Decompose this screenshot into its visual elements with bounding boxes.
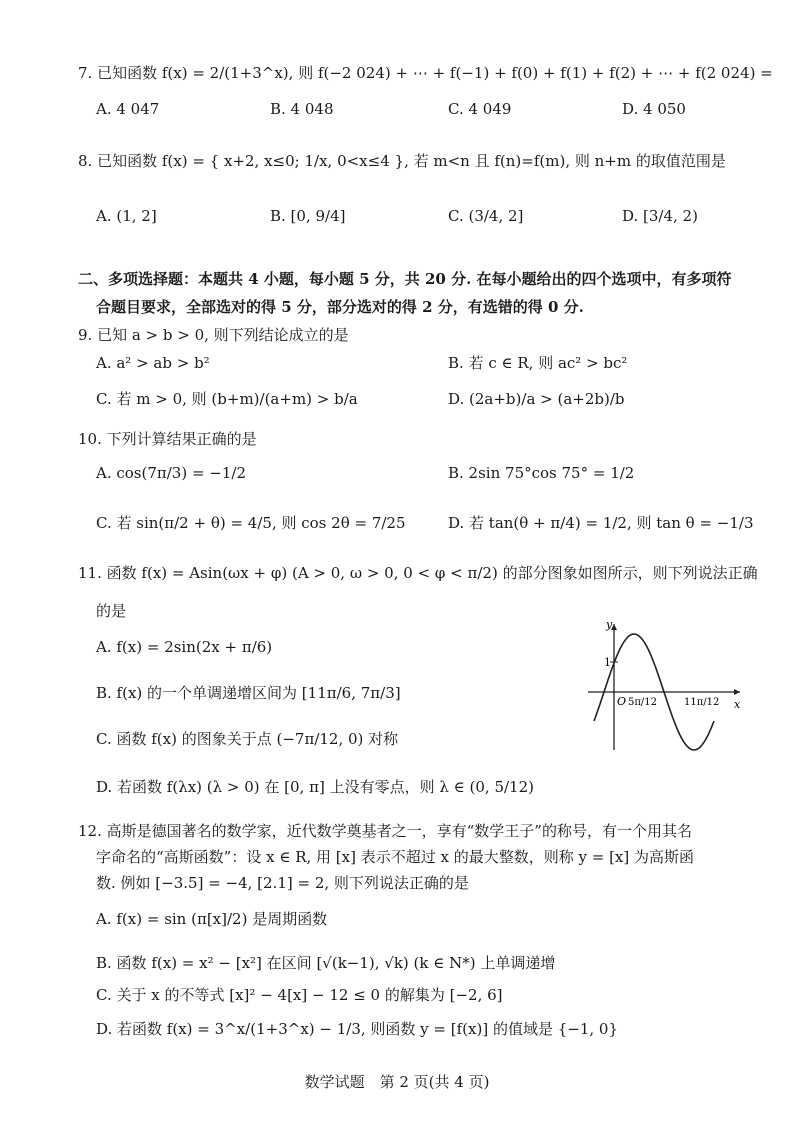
q9-option-c: C. 若 m > 0, 则 (b+m)/(a+m) > b/a [96,390,358,408]
graph-x-arrow [734,689,740,695]
q7-stem: 7. 已知函数 f(x) = 2/(1+3^x), 则 f(−2 024) + ⋯ + f(−1) + f(0) + f(1) + f(2) + ⋯ + f(2 024) = [78,64,773,82]
q10-stem: 10. 下列计算结果正确的是 [78,430,257,448]
q9-option-a: A. a² > ab > b² [96,354,210,372]
q11-sine-graph [584,616,744,756]
page-footer: 数学试题 第 2 页(共 4 页) [304,1073,490,1091]
q10-option-a: A. cos(7π/3) = −1/2 [96,464,247,482]
graph-tick-11pi12: 11π/12 [684,697,720,708]
q9-stem: 9. 已知 a > b > 0, 则下列结论成立的是 [78,326,349,344]
graph-x-label: x [734,698,741,711]
q8-option-b: B. [0, 9/4] [270,207,346,225]
q12-option-c: C. 关于 x 的不等式 [x]² − 4[x] − 12 ≤ 0 的解集为 [−2, 6] [96,986,503,1004]
q10-option-c: C. 若 sin(π/2 + θ) = 4/5, 则 cos 2θ = 7/25 [96,514,406,532]
q12-line2: 字命名的“高斯函数”：设 x ∈ R, 用 [x] 表示不超过 x 的最大整数，则称 y = [x] 为高斯函 [96,848,695,866]
graph-tick-5pi12: 5π/12 [628,697,658,708]
q12-option-d: D. 若函数 f(x) = 3^x/(1+3^x) − 1/3, 则函数 y = [f(x)] 的值域是 {−1, 0} [96,1020,618,1038]
graph-y-label: y [606,618,613,631]
q7-option-d: D. 4 050 [622,100,686,118]
q8-stem: 8. 已知函数 f(x) = { x+2, x≤0; 1/x, 0<x≤4 }, 若 m<n 且 f(n)=f(m), 则 n+m 的取值范围是 [78,152,726,170]
q12-line3: 数. 例如 [−3.5] = −4, [2.1] = 2, 则下列说法正确的是 [96,874,469,892]
q9-option-b: B. 若 c ∈ R, 则 ac² > bc² [448,354,628,372]
q12-option-a: A. f(x) = sin (π[x]/2) 是周期函数 [96,910,328,928]
q11-stem-line1: 11. 函数 f(x) = Asin(ωx + φ) (A > 0, ω > 0, 0 < φ < π/2) 的部分图象如图所示，则下列说法正确 [78,564,758,582]
graph-one-label: 1 [604,656,611,669]
q10-option-b: B. 2sin 75°cos 75° = 1/2 [448,464,635,482]
graph-origin-label: O [617,695,627,708]
q8-option-a: A. (1, 2] [96,207,157,225]
q8-option-d: D. [3/4, 2) [622,207,698,225]
q9-option-d: D. (2a+b)/a > (a+2b)/b [448,390,625,408]
section2-line2: 合题目要求，全部选对的得 5 分，部分选对的得 2 分，有选错的得 0 分. [96,298,584,316]
q11-option-d: D. 若函数 f(λx) (λ > 0) 在 [0, π] 上没有零点，则 λ ∈ (0, 5/12) [96,778,534,796]
q12-option-b: B. 函数 f(x) = x² − [x²] 在区间 [√(k−1), √k) (k ∈ N*) 上单调递增 [96,954,556,972]
section2-line1: 二、多项选择题：本题共 4 小题，每小题 5 分，共 20 分. 在每小题给出的四个选项中，有多项符 [78,270,732,288]
q8-option-c: C. (3/4, 2] [448,207,524,225]
q11-option-b: B. f(x) 的一个单调递增区间为 [11π/6, 7π/3] [96,684,401,702]
q10-option-d: D. 若 tan(θ + π/4) = 1/2, 则 tan θ = −1/3 [448,514,754,532]
q7-option-c: C. 4 049 [448,100,512,118]
q11-option-c: C. 函数 f(x) 的图象关于点 (−7π/12, 0) 对称 [96,730,399,748]
q12-line1: 12. 高斯是德国著名的数学家，近代数学奠基者之一，享有“数学王子”的称号，有一个用其名 [78,822,692,840]
q7-option-b: B. 4 048 [270,100,334,118]
q11-stem-line2: 的是 [96,602,127,620]
q11-option-a: A. f(x) = 2sin(2x + π/6) [96,638,273,656]
q7-option-a: A. 4 047 [96,100,160,118]
